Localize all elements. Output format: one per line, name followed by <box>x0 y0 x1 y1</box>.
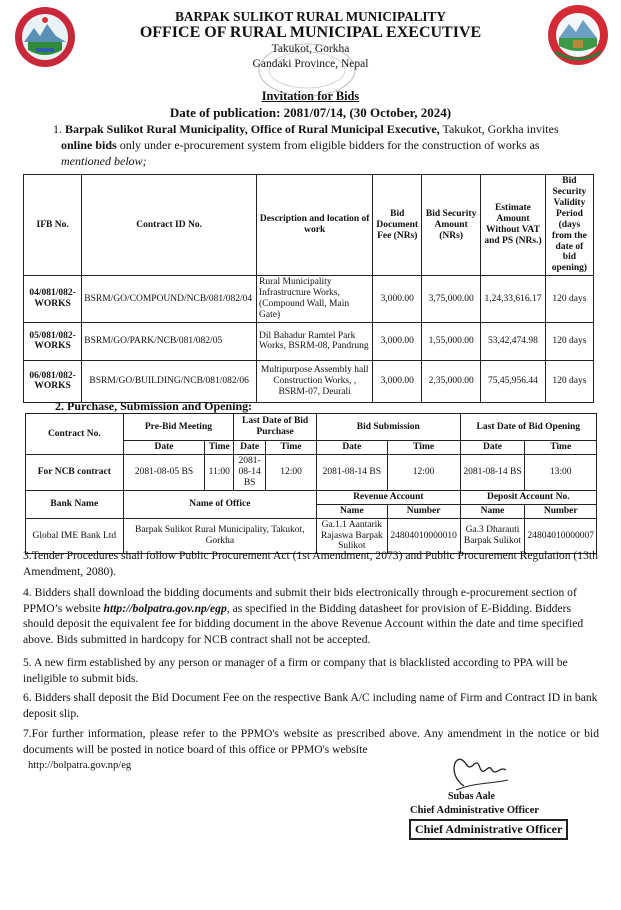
municipality-name: BARPAK SULIKOT RURAL MUNICIPALITY <box>175 9 446 24</box>
office-name: OFFICE OF RURAL MUNICIPAL EXECUTIVE <box>139 24 482 41</box>
opening-date: 2081-08-14 BS <box>460 455 525 491</box>
hdr-number: Number <box>387 504 460 518</box>
col-validity: Bid Security Validity Period (days from the date of bid opening) <box>545 175 593 276</box>
cell-bid-security: 2,35,000.00 <box>422 360 481 402</box>
section-2-heading: 2. Purchase, Submission and Opening: <box>55 399 253 413</box>
hdr-last-opening: Last Date of Bid Opening <box>460 414 596 441</box>
paragraph-4-a: 4. Bidders shall download the bidding documents and submit their bids electronically through e-procurement section of PPMO’s website <box>23 586 577 615</box>
col-contract-id: Contract ID No. <box>82 175 257 276</box>
table-row <box>24 276 594 323</box>
col-ifb: IFB No. <box>24 175 82 276</box>
cell-estimate: 75,45,956.44 <box>481 360 546 402</box>
opening-time: 13:00 <box>525 455 597 491</box>
paragraph-4 <box>23 585 599 648</box>
cell-contract-id: BSRM/GO/BUILDING/NCB/081/082/06 <box>82 360 257 402</box>
cell-estimate: 53,42,474.98 <box>481 322 546 360</box>
intro-bold: Barpak Sulikot Rural Municipality, Office of Rural Municipal Executive, <box>65 122 440 136</box>
intro-online-bids: online bids <box>61 138 117 152</box>
cell-validity: 120 days <box>545 360 593 402</box>
table-row <box>24 322 594 360</box>
intro-paragraph <box>53 121 598 169</box>
paragraph-3: 3.Tender Procedures shall follow Public Procurement Act (1st Amendment, 2073) and Public Procurement Regulation (13th Amendment, 2080). <box>23 549 598 578</box>
cell-doc-fee: 3,000.00 <box>373 322 422 360</box>
hdr-name: Name <box>460 504 525 518</box>
office-stamp <box>255 40 360 100</box>
hdr-date: Date <box>460 441 525 455</box>
hdr-date: Date <box>317 441 388 455</box>
paragraph-6: 6. Bidders shall deposit the Bid Document Fee on the respective Bank A/C including name of Firm and Contract ID in bank deposit slip. <box>23 691 598 720</box>
schedule-table <box>25 413 597 554</box>
submission-date: 2081-08-14 BS <box>317 455 388 491</box>
submission-time: 12:00 <box>387 455 460 491</box>
works-table-header <box>24 175 594 276</box>
cell-description: Rural Municipality Infrastructure Works, (Compound Wall, Main Gate) <box>257 276 373 323</box>
cell-contract-id: BSRM/GO/COMPOUND/NCB/081/082/04 <box>82 276 257 323</box>
hdr-time: Time <box>266 441 317 455</box>
cell-validity: 120 days <box>545 276 593 323</box>
hdr-date: Date <box>123 441 205 455</box>
ppmo-url[interactable]: http://bolpatra.gov.np/egp <box>103 601 227 615</box>
office-name-cell: Barpak Sulikot Rural Municipality, Takukot, Gorkha <box>123 518 316 554</box>
col-description: Description and location of work <box>257 175 373 276</box>
purchase-time: 12:00 <box>266 455 317 491</box>
hdr-number: Number <box>525 504 597 518</box>
col-estimate: Estimate Amount Without VAT and PS (NRs.) <box>481 175 546 276</box>
hdr-contract-no: Contract No. <box>26 414 124 455</box>
col-doc-fee: Bid Document Fee (NRs) <box>373 175 422 276</box>
hdr-revenue-account: Revenue Account <box>317 490 461 504</box>
cell-bid-security: 1,55,000.00 <box>422 322 481 360</box>
intro-line3: mentioned below; <box>61 154 147 168</box>
cell-doc-fee: 3,000.00 <box>373 276 422 323</box>
paragraph-4-b: , as specified in the Bidding datasheet for provision of E-Bidding. Bidders should deposit the equivalent fee for bidding document in the above Revenue Account within the date and time specified above. Bids submitted in hardcopy for NCB contract shall not be accepted. <box>23 601 584 646</box>
cell-description: Dil Bahadur Ramtel Park Works, BSRM-08, Pandrung <box>257 322 373 360</box>
hdr-date: Date <box>234 441 266 455</box>
paragraph-7: 7.For further information, please refer to the PPMO's website as prescribed above. Any amendment in the notice or bid documents will be posted in notice board of this office or PPMO's website <box>23 727 599 756</box>
intro-number: 1. <box>53 122 62 136</box>
table-row <box>24 360 594 402</box>
cell-ifb: 06/081/082-WORKS <box>24 360 82 402</box>
revenue-number: 24804010000010 <box>387 518 460 554</box>
cell-validity: 120 days <box>545 322 593 360</box>
cell-contract-id: BSRM/GO/PARK/NCB/081/082/05 <box>82 322 257 360</box>
paragraph-7-url[interactable]: http://bolpatra.gov.np/eg <box>28 760 132 771</box>
hdr-name: Name <box>317 504 388 518</box>
revenue-name: Ga.1.1 Aantarik Rajaswa Barpak Sulikot <box>317 518 388 554</box>
cell-bid-security: 3,75,000.00 <box>422 276 481 323</box>
cell-doc-fee: 3,000.00 <box>373 360 422 402</box>
pre-bid-date: 2081-08-05 BS <box>123 455 205 491</box>
publication-date: Date of publication: 2081/07/14, (30 October, 2024) <box>169 105 452 120</box>
hdr-pre-bid: Pre-Bid Meeting <box>123 414 234 441</box>
title-stamp: Chief Administrative Officer <box>409 819 568 840</box>
hdr-time: Time <box>525 441 597 455</box>
hdr-time: Time <box>387 441 460 455</box>
deposit-name: Ga.3 Dharauti Barpak Sulikot <box>460 518 525 554</box>
intro-line2: only under e-procurement system from eligible bidders for the construction of works as <box>116 138 540 152</box>
cell-description: Multipurpose Assembly hall Construction Works, , BSRM-07, Deurali <box>257 360 373 402</box>
cell-ifb: 04/081/082-WORKS <box>24 276 82 323</box>
bank-name: Global IME Bank Ltd <box>26 518 124 554</box>
pre-bid-time: 11:00 <box>205 455 234 491</box>
hdr-last-purchase: Last Date of Bid Purchase <box>234 414 317 441</box>
hdr-deposit-account: Deposit Account No. <box>460 490 596 504</box>
cell-estimate: 1,24,33,616.17 <box>481 276 546 323</box>
address-line-1: Takukot, Gorkha <box>271 43 350 55</box>
row-label: For NCB contract <box>26 455 124 491</box>
signature-mark <box>436 744 516 794</box>
col-bid-security: Bid Security Amount (NRs) <box>422 175 481 276</box>
hdr-time: Time <box>205 441 234 455</box>
notice-title: Invitation for Bids <box>261 89 360 103</box>
intro-rest: Takukot, Gorkha invites <box>439 122 559 136</box>
hdr-bid-submission: Bid Submission <box>317 414 461 441</box>
signatory-title: Chief Administrative Officer <box>410 805 539 816</box>
deposit-number: 24804010000007 <box>525 518 597 554</box>
paragraph-5: 5. A new firm established by any person or manager of a firm or company that is blacklisted according to PPA will be ineligible to submit bids. <box>23 656 568 685</box>
works-table <box>23 174 594 403</box>
address-line-2: Gandaki Province, Nepal <box>252 58 369 70</box>
hdr-bank-name: Bank Name <box>26 490 124 518</box>
signatory-name: Subas Aale <box>448 791 495 802</box>
hdr-office-name: Name of Office <box>123 490 316 518</box>
cell-ifb: 05/081/082-WORKS <box>24 322 82 360</box>
purchase-date: 2081-08-14 BS <box>234 455 266 491</box>
